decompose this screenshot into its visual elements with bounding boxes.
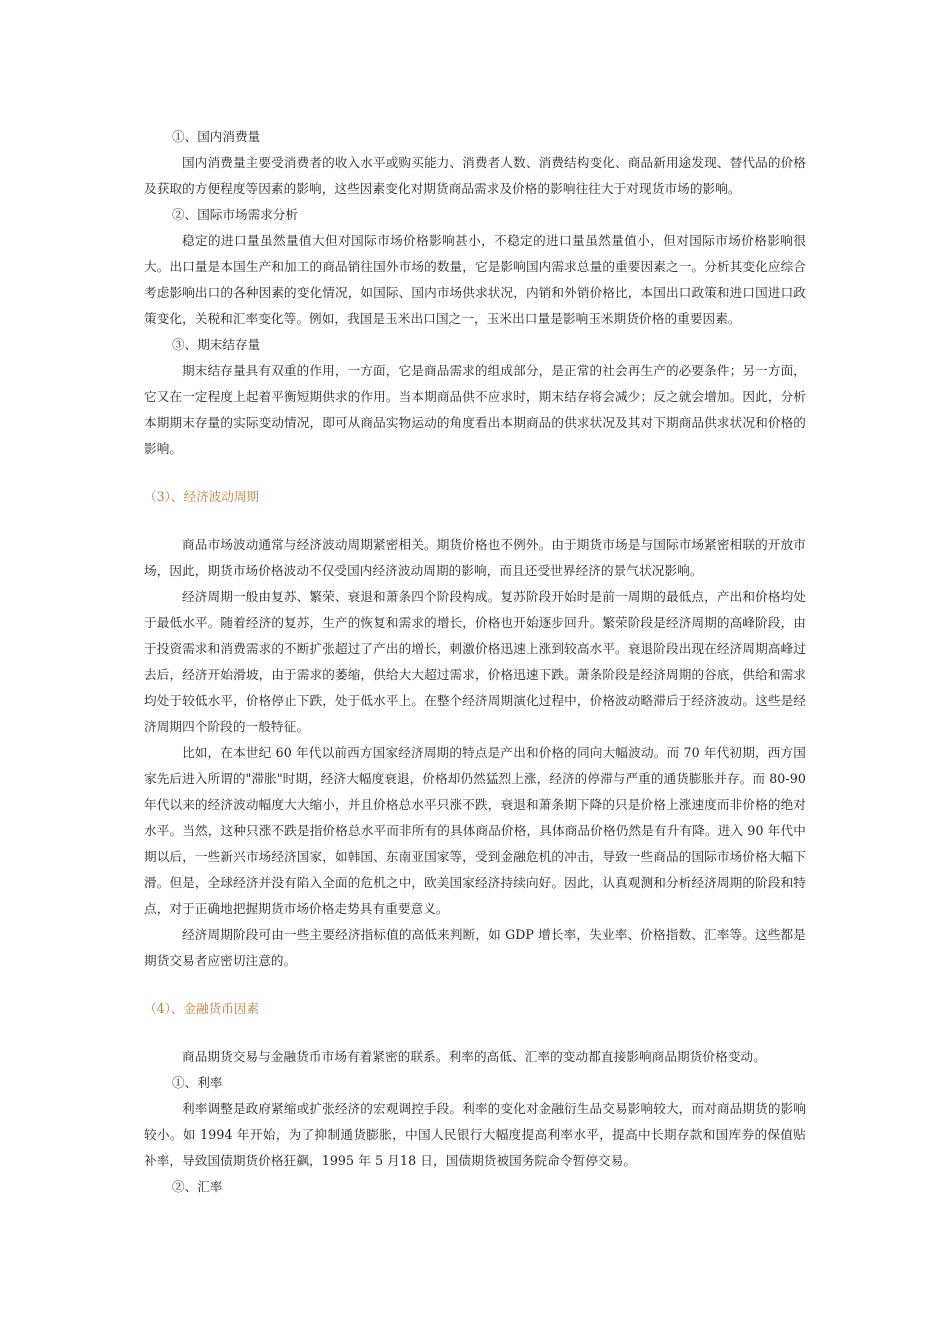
paragraph-economic-cycle-stages: 经济周期一般由复苏、繁荣、衰退和萧条四个阶段构成。复苏阶段开始时是前一周期的最低点，产出和价格均处于最低水平。随着经济的复苏，生产的恢复和需求的增长，价格也开始逐步回升。繁荣阶段是经济周期的高峰阶段，由于投资需求和消费需求的不断扩张超过了产出的增长，刺激价格迅速上涨到较高水平。衰退阶段出现在经济周期高峰过去后，经济开始滑坡，由于需求的萎缩，供给大大超过需求，价格迅速下跌。萧条阶段是经济周期的谷底，供给和需求均处于较低水平，价格停止下跌，处于低水平上。在整个经济周期演化过程中，价格波动略滞后于经济波动。这些是经济周期四个阶段的一般特征。	[144, 589, 806, 734]
section-heading-financial-factors: （4）、金融货币因素	[144, 1001, 260, 1016]
subsection-title-exchange-rate: ②、汇率	[172, 1179, 223, 1194]
paragraph-domestic-consumption: 国内消费量主要受消费者的收入水平或购买能力、消费者人数、消费结构变化、商品新用途发现、替代品的价格及获取的方便程度等因素的影响，这些因素变化对期货商品需求及价格的影响往往大于对现货市场的影响。	[144, 155, 806, 196]
subsection-title-interest-rate: ①、利率	[172, 1075, 223, 1090]
section-heading-economic-cycle: （3）、经济波动周期	[144, 489, 260, 504]
subsection-title-ending-stock: ③、期末结存量	[172, 337, 261, 352]
subsection-title-international-demand: ②、国际市场需求分析	[172, 207, 298, 222]
subsection-title-domestic-consumption: ①、国内消费量	[172, 129, 261, 144]
paragraph-financial-intro: 商品期货交易与金融货币市场有着紧密的联系。利率的高低、汇率的变动都直接影响商品期货价格变动。	[182, 1049, 766, 1064]
paragraph-ending-stock: 期末结存量具有双重的作用，一方面，它是商品需求的组成部分，是正常的社会再生产的必要条件；另一方面，它又在一定程度上起着平衡短期供求的作用。当本期商品供不应求时，期末结存将会减少；反之就会增加。因此，分析本期期末存量的实际变动情况，即可从商品实物运动的角度看出本期商品的供求状况及其对下期商品供求状况和价格的影响。	[144, 363, 806, 456]
paragraph-international-demand: 稳定的进口量虽然量值大但对国际市场价格影响甚小，不稳定的进口量虽然量值小，但对国际市场价格影响很大。出口量是本国生产和加工的商品销往国外市场的数量，它是影响国内需求总量的重要因素之一。分析其变化应综合考虑影响出口的各种因素的变化情况，如国际、国内市场供求状况，内销和外销价格比，本国出口政策和进口国进口政策变化，关税和汇率变化等。例如，我国是玉米出口国之一，玉米出口量是影响玉米期货价格的重要因素。	[144, 233, 806, 326]
paragraph-economic-cycle-indicators: 经济周期阶段可由一些主要经济指标值的高低来判断，如 GDP 增长率，失业率、价格指数、汇率等。这些都是期货交易者应密切注意的。	[144, 927, 806, 968]
paragraph-economic-cycle-intro: 商品市场波动通常与经济波动周期紧密相关。期货价格也不例外。由于期货市场是与国际市场紧密相联的开放市场，因此，期货市场价格波动不仅受国内经济波动周期的影响，而且还受世界经济的景气状况影响。	[144, 537, 806, 578]
paragraph-economic-cycle-history: 比如，在本世纪 60 年代以前西方国家经济周期的特点是产出和价格的同向大幅波动。而 70 年代初期，西方国家先后进入所谓的"滞胀"时期，经济大幅度衰退，价格却仍然猛烈上涨，经济的停滞与严重的通货膨胀并存。而 80-90 年代以来的经济波动幅度大大缩小，并且价格总水平只涨不跌，衰退和萧条期下降的只是价格上涨速度而非价格的绝对水平。当然，这种只涨不跌是指价格总水平而非所有的具体商品价格，具体商品价格仍然是有升有降。进入 90 年代中期以后，一些新兴市场经济国家，如韩国、东南亚国家等，受到金融危机的冲击，导致一些商品的国际市场价格大幅下滑。但是，全球经济并没有陷入全面的危机之中，欧美国家经济持续向好。因此，认真观测和分析经济周期的阶段和特点，对于正确地把握期货市场价格走势具有重要意义。	[144, 745, 806, 916]
document-page	[144, 124, 806, 1200]
paragraph-interest-rate: 利率调整是政府紧缩或扩张经济的宏观调控手段。利率的变化对金融衍生品交易影响较大，而对商品期货的影响较小。如 1994 年开始，为了抑制通货膨胀，中国人民银行大幅度提高利率水平，提高中长期存款和国库券的保值贴补率，导致国债期货价格狂飙，1995 年 5 月18 日，国债期货被国务院命令暂停交易。	[144, 1101, 806, 1168]
